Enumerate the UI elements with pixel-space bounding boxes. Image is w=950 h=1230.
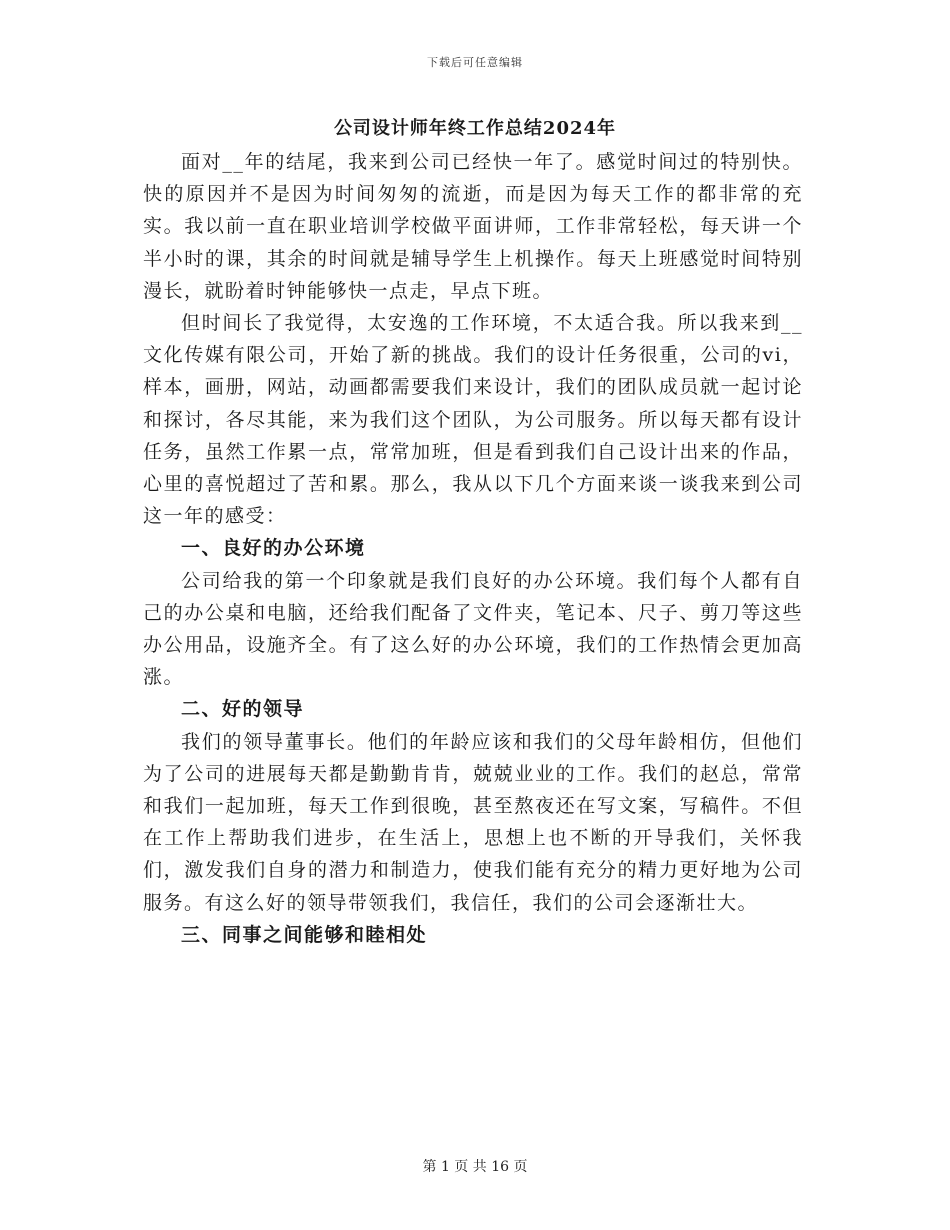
paragraph-intro: 面对__年的结尾，我来到公司已经快一年了。感觉时间过的特别快。快的原因并不是因为时间匆匆的流逝，而是因为每天工作的都非常的充实。我以前一直在职业培训学校做平面讲师，工作非常轻松，每天讲一个半小时的课，其余的时间就是辅导学生上机操作。每天上班感觉时间特别漫长，就盼着时钟能够快一点走，早点下班。 xyxy=(143,151,803,302)
section-heading-office-environment: 一、良好的办公环境 xyxy=(181,537,366,560)
paragraph-leadership: 我们的领导董事长。他们的年龄应该和我们的父母年龄相仿，但他们为了公司的进展每天都是勤勤肯肯，兢兢业业的工作。我们的赵总，常常和我们一起加班，每天工作到很晚，甚至熬夜还在写文案，写稿件。不但在工作上帮助我们进步，在生活上，思想上也不断的开导我们，关怀我们，激发我们自身的潜力和制造力，使我们能有充分的精力更好地为公司服务。有这么好的领导带领我们，我信任，我们的公司会逐渐壮大。 xyxy=(143,730,803,914)
document-body xyxy=(143,146,803,951)
page-header-note: 下载后可任意编辑 xyxy=(427,56,523,69)
page-number: 第 1 页 共 16 页 xyxy=(422,1159,528,1175)
section-heading-colleagues: 三、同事之间能够和睦相处 xyxy=(181,923,428,946)
paragraph-office-environment: 公司给我的第一个印象就是我们良好的办公环境。我们每个人都有自己的办公桌和电脑，还给我们配备了文件夹，笔记本、尺子、剪刀等这些办公用品，设施齐全。有了这么好的办公环境，我们的工作热情会更加高涨。 xyxy=(143,569,803,689)
section-heading-leadership: 二、好的领导 xyxy=(181,698,305,721)
paragraph-new-challenge: 但时间长了我觉得，太安逸的工作环境，不太适合我。所以我来到__文化传媒有限公司，开始了新的挑战。我们的设计任务很重，公司的vi，样本，画册，网站，动画都需要我们来设计，我们的团队成员就一起讨论和探讨，各尽其能，来为我们这个团队，为公司服务。所以每天都有设计任务，虽然工作累一点，常常加班，但是看到我们自己设计出来的作品，心里的喜悦超过了苦和累。那么，我从以下几个方面来谈一谈我来到公司这一年的感受： xyxy=(143,312,803,528)
document-title: 公司设计师年终工作总结2024年 xyxy=(333,118,617,139)
